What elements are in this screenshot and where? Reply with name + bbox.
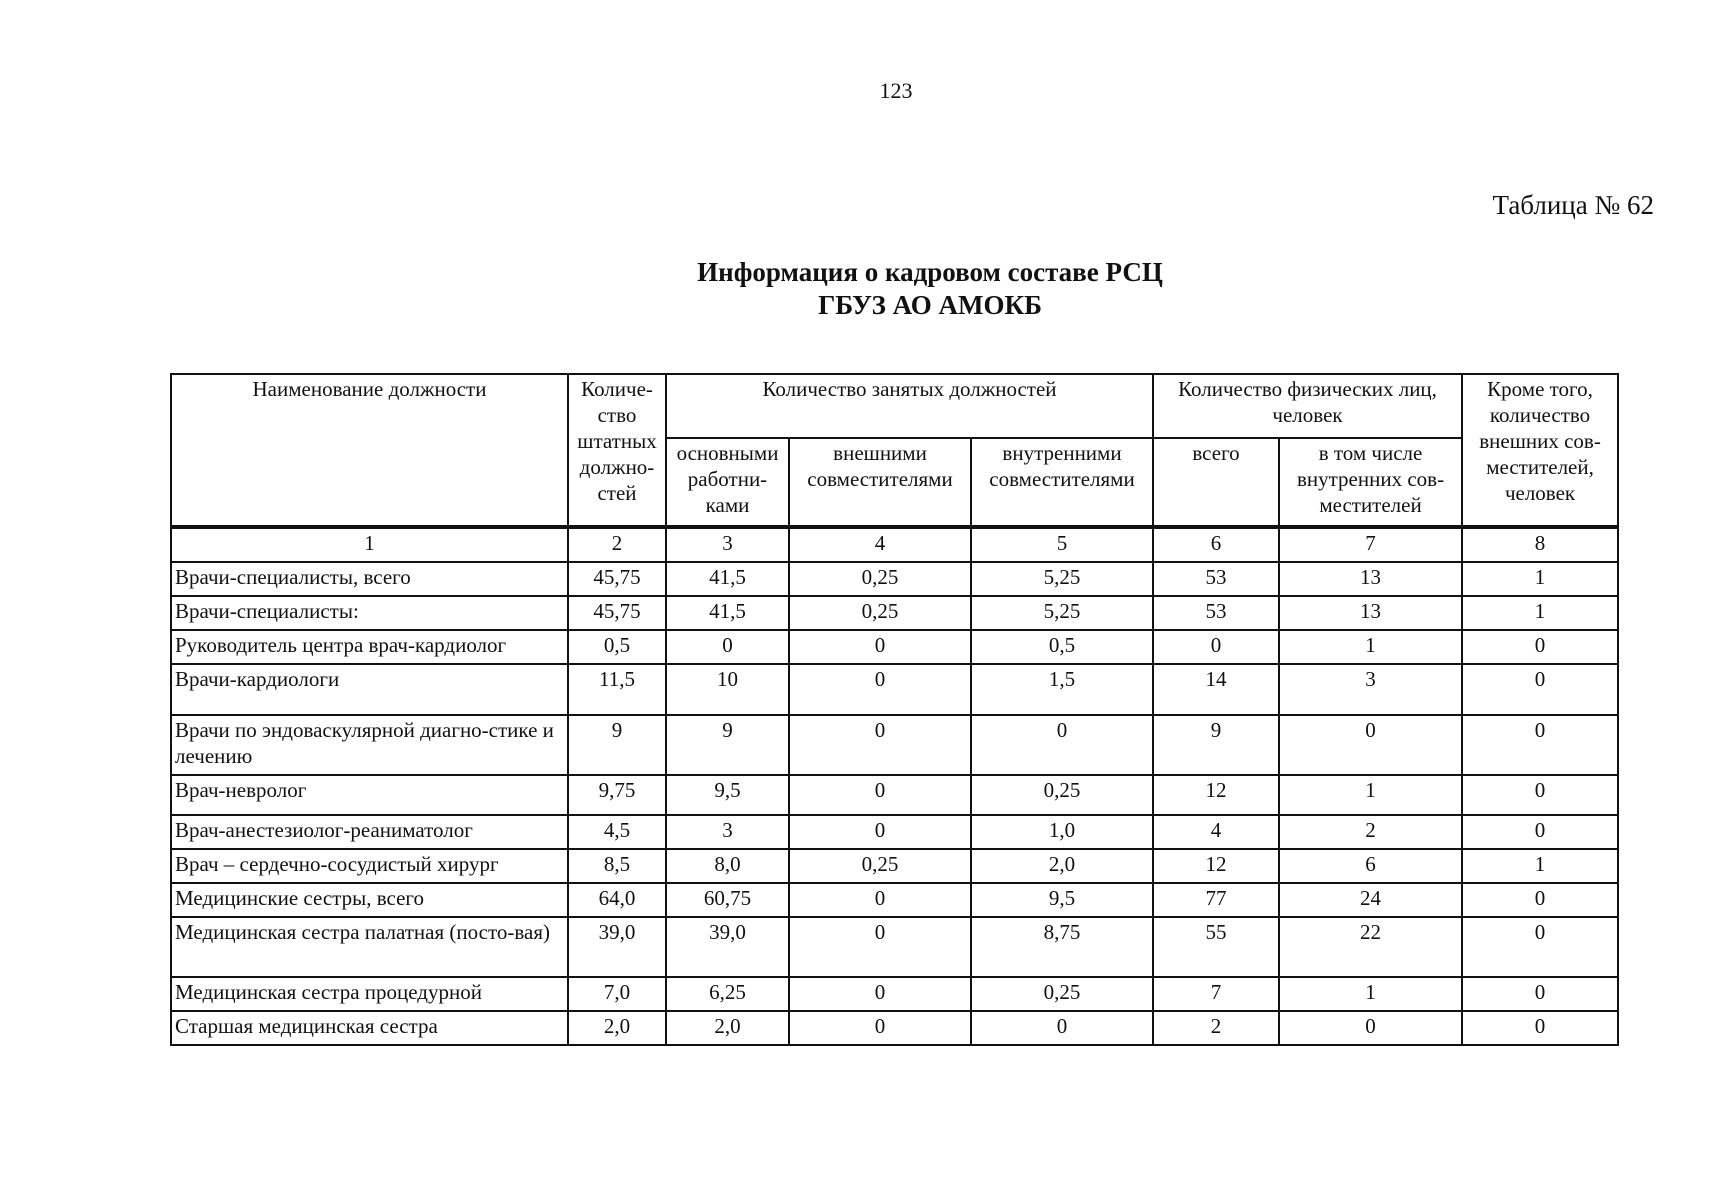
table-row <box>171 562 1618 596</box>
value-cell-c4: 0,25 <box>789 596 971 630</box>
value-cell-c5: 0,5 <box>971 630 1153 664</box>
header-total: всего <box>1153 438 1279 527</box>
table-row <box>171 664 1618 715</box>
title-line-1: Информация о кадровом составе РСЦ <box>697 257 1163 287</box>
header-position-name: Наименование должности <box>171 374 568 527</box>
value-cell-c2: 9 <box>568 715 666 775</box>
value-cell-c8: 0 <box>1462 883 1618 917</box>
value-cell-c4: 0 <box>789 917 971 977</box>
value-cell-c3: 10 <box>666 664 789 715</box>
column-number: 4 <box>789 527 971 562</box>
value-cell-c2: 45,75 <box>568 562 666 596</box>
value-cell-c2: 0,5 <box>568 630 666 664</box>
value-cell-c2: 39,0 <box>568 917 666 977</box>
value-cell-c4: 0 <box>789 815 971 849</box>
value-cell-c4: 0 <box>789 630 971 664</box>
position-name-cell: Старшая медицинская сестра <box>171 1011 568 1045</box>
value-cell-c8: 1 <box>1462 562 1618 596</box>
value-cell-c8: 0 <box>1462 815 1618 849</box>
table-label: Таблица № 62 <box>1492 190 1654 220</box>
table-row <box>171 775 1618 815</box>
value-cell-c5: 0 <box>971 715 1153 775</box>
value-cell-c5: 0,25 <box>971 775 1153 815</box>
value-cell-c4: 0 <box>789 715 971 775</box>
value-cell-c3: 41,5 <box>666 562 789 596</box>
value-cell-c3: 6,25 <box>666 977 789 1011</box>
table-row <box>171 917 1618 977</box>
value-cell-c4: 0 <box>789 775 971 815</box>
value-cell-c4: 0,25 <box>789 562 971 596</box>
value-cell-c6: 4 <box>1153 815 1279 849</box>
value-cell-c3: 8,0 <box>666 849 789 883</box>
value-cell-c3: 9,5 <box>666 775 789 815</box>
value-cell-c2: 64,0 <box>568 883 666 917</box>
value-cell-c8: 0 <box>1462 664 1618 715</box>
value-cell-c3: 9 <box>666 715 789 775</box>
value-cell-c6: 9 <box>1153 715 1279 775</box>
value-cell-c2: 9,75 <box>568 775 666 815</box>
value-cell-c7: 2 <box>1279 815 1462 849</box>
title-line-2: ГБУЗ АО АМОКБ <box>818 290 1042 320</box>
position-name-cell: Врачи-специалисты, всего <box>171 562 568 596</box>
header-external: внешними совместителями <box>789 438 971 527</box>
value-cell-c5: 0 <box>971 1011 1153 1045</box>
value-cell-c2: 11,5 <box>568 664 666 715</box>
value-cell-c6: 14 <box>1153 664 1279 715</box>
value-cell-c2: 8,5 <box>568 849 666 883</box>
value-cell-c3: 41,5 <box>666 596 789 630</box>
value-cell-c7: 6 <box>1279 849 1462 883</box>
position-name-cell: Руководитель центра врач-кардиолог <box>171 630 568 664</box>
value-cell-c5: 1,0 <box>971 815 1153 849</box>
position-name-cell: Врач-анестезиолог-реаниматолог <box>171 815 568 849</box>
value-cell-c3: 0 <box>666 630 789 664</box>
staff-table <box>170 373 1619 1046</box>
value-cell-c8: 0 <box>1462 1011 1618 1045</box>
value-cell-c7: 0 <box>1279 1011 1462 1045</box>
value-cell-c7: 24 <box>1279 883 1462 917</box>
position-name-cell: Врач – сердечно-сосудистый хирург <box>171 849 568 883</box>
header-external-besides: Кроме того, количество внешних сов-местителей, человек <box>1462 374 1618 527</box>
column-number: 5 <box>971 527 1153 562</box>
value-cell-c4: 0 <box>789 1011 971 1045</box>
value-cell-c5: 9,5 <box>971 883 1153 917</box>
value-cell-c3: 60,75 <box>666 883 789 917</box>
value-cell-c5: 0,25 <box>971 977 1153 1011</box>
value-cell-c7: 13 <box>1279 596 1462 630</box>
value-cell-c5: 1,5 <box>971 664 1153 715</box>
column-number: 6 <box>1153 527 1279 562</box>
position-name-cell: Медицинская сестра процедурной <box>171 977 568 1011</box>
value-cell-c6: 7 <box>1153 977 1279 1011</box>
value-cell-c6: 53 <box>1153 562 1279 596</box>
value-cell-c3: 39,0 <box>666 917 789 977</box>
value-cell-c6: 77 <box>1153 883 1279 917</box>
value-cell-c8: 0 <box>1462 977 1618 1011</box>
position-name-cell: Врачи-кардиологи <box>171 664 568 715</box>
table-row <box>171 1011 1618 1045</box>
position-name-cell: Медицинская сестра палатная (посто-вая) <box>171 917 568 977</box>
value-cell-c8: 0 <box>1462 917 1618 977</box>
header-staff-count: Количе-ство штатных должно-стей <box>568 374 666 527</box>
value-cell-c6: 12 <box>1153 849 1279 883</box>
value-cell-c4: 0 <box>789 977 971 1011</box>
value-cell-c7: 13 <box>1279 562 1462 596</box>
value-cell-c7: 1 <box>1279 977 1462 1011</box>
position-name-cell: Врач-невролог <box>171 775 568 815</box>
value-cell-c2: 7,0 <box>568 977 666 1011</box>
value-cell-c6: 0 <box>1153 630 1279 664</box>
value-cell-c8: 0 <box>1462 630 1618 664</box>
value-cell-c7: 22 <box>1279 917 1462 977</box>
table-row <box>171 977 1618 1011</box>
document-title <box>0 256 1722 322</box>
value-cell-c8: 0 <box>1462 775 1618 815</box>
value-cell-c6: 12 <box>1153 775 1279 815</box>
page-number: 123 <box>879 78 913 103</box>
position-name-cell: Медицинские сестры, всего <box>171 883 568 917</box>
table-row <box>171 715 1618 775</box>
value-cell-c3: 3 <box>666 815 789 849</box>
table-row <box>171 883 1618 917</box>
table-row <box>171 630 1618 664</box>
table-row <box>171 596 1618 630</box>
column-number-row <box>171 527 1618 562</box>
value-cell-c7: 0 <box>1279 715 1462 775</box>
value-cell-c3: 2,0 <box>666 1011 789 1045</box>
header-internal: внутренними совместителями <box>971 438 1153 527</box>
column-number: 8 <box>1462 527 1618 562</box>
column-number: 1 <box>171 527 568 562</box>
position-name-cell: Врачи по эндоваскулярной диагно-стике и лечению <box>171 715 568 775</box>
value-cell-c6: 2 <box>1153 1011 1279 1045</box>
column-number: 7 <box>1279 527 1462 562</box>
value-cell-c2: 2,0 <box>568 1011 666 1045</box>
header-occupied-positions: Количество занятых должностей <box>666 374 1153 438</box>
value-cell-c5: 8,75 <box>971 917 1153 977</box>
value-cell-c8: 1 <box>1462 849 1618 883</box>
value-cell-c2: 4,5 <box>568 815 666 849</box>
value-cell-c8: 0 <box>1462 715 1618 775</box>
value-cell-c2: 45,75 <box>568 596 666 630</box>
table-row <box>171 849 1618 883</box>
table-row <box>171 815 1618 849</box>
column-number: 2 <box>568 527 666 562</box>
value-cell-c4: 0,25 <box>789 849 971 883</box>
value-cell-c7: 1 <box>1279 775 1462 815</box>
value-cell-c5: 5,25 <box>971 562 1153 596</box>
value-cell-c4: 0 <box>789 883 971 917</box>
value-cell-c8: 1 <box>1462 596 1618 630</box>
value-cell-c6: 53 <box>1153 596 1279 630</box>
value-cell-c7: 1 <box>1279 630 1462 664</box>
header-physical-persons: Количество физических лиц, человек <box>1153 374 1462 438</box>
position-name-cell: Врачи-специалисты: <box>171 596 568 630</box>
value-cell-c7: 3 <box>1279 664 1462 715</box>
value-cell-c5: 5,25 <box>971 596 1153 630</box>
value-cell-c4: 0 <box>789 664 971 715</box>
header-main-workers: основными работни-ками <box>666 438 789 527</box>
column-number: 3 <box>666 527 789 562</box>
value-cell-c6: 55 <box>1153 917 1279 977</box>
value-cell-c5: 2,0 <box>971 849 1153 883</box>
header-incl-internal: в том числе внутренних сов-местителей <box>1279 438 1462 527</box>
